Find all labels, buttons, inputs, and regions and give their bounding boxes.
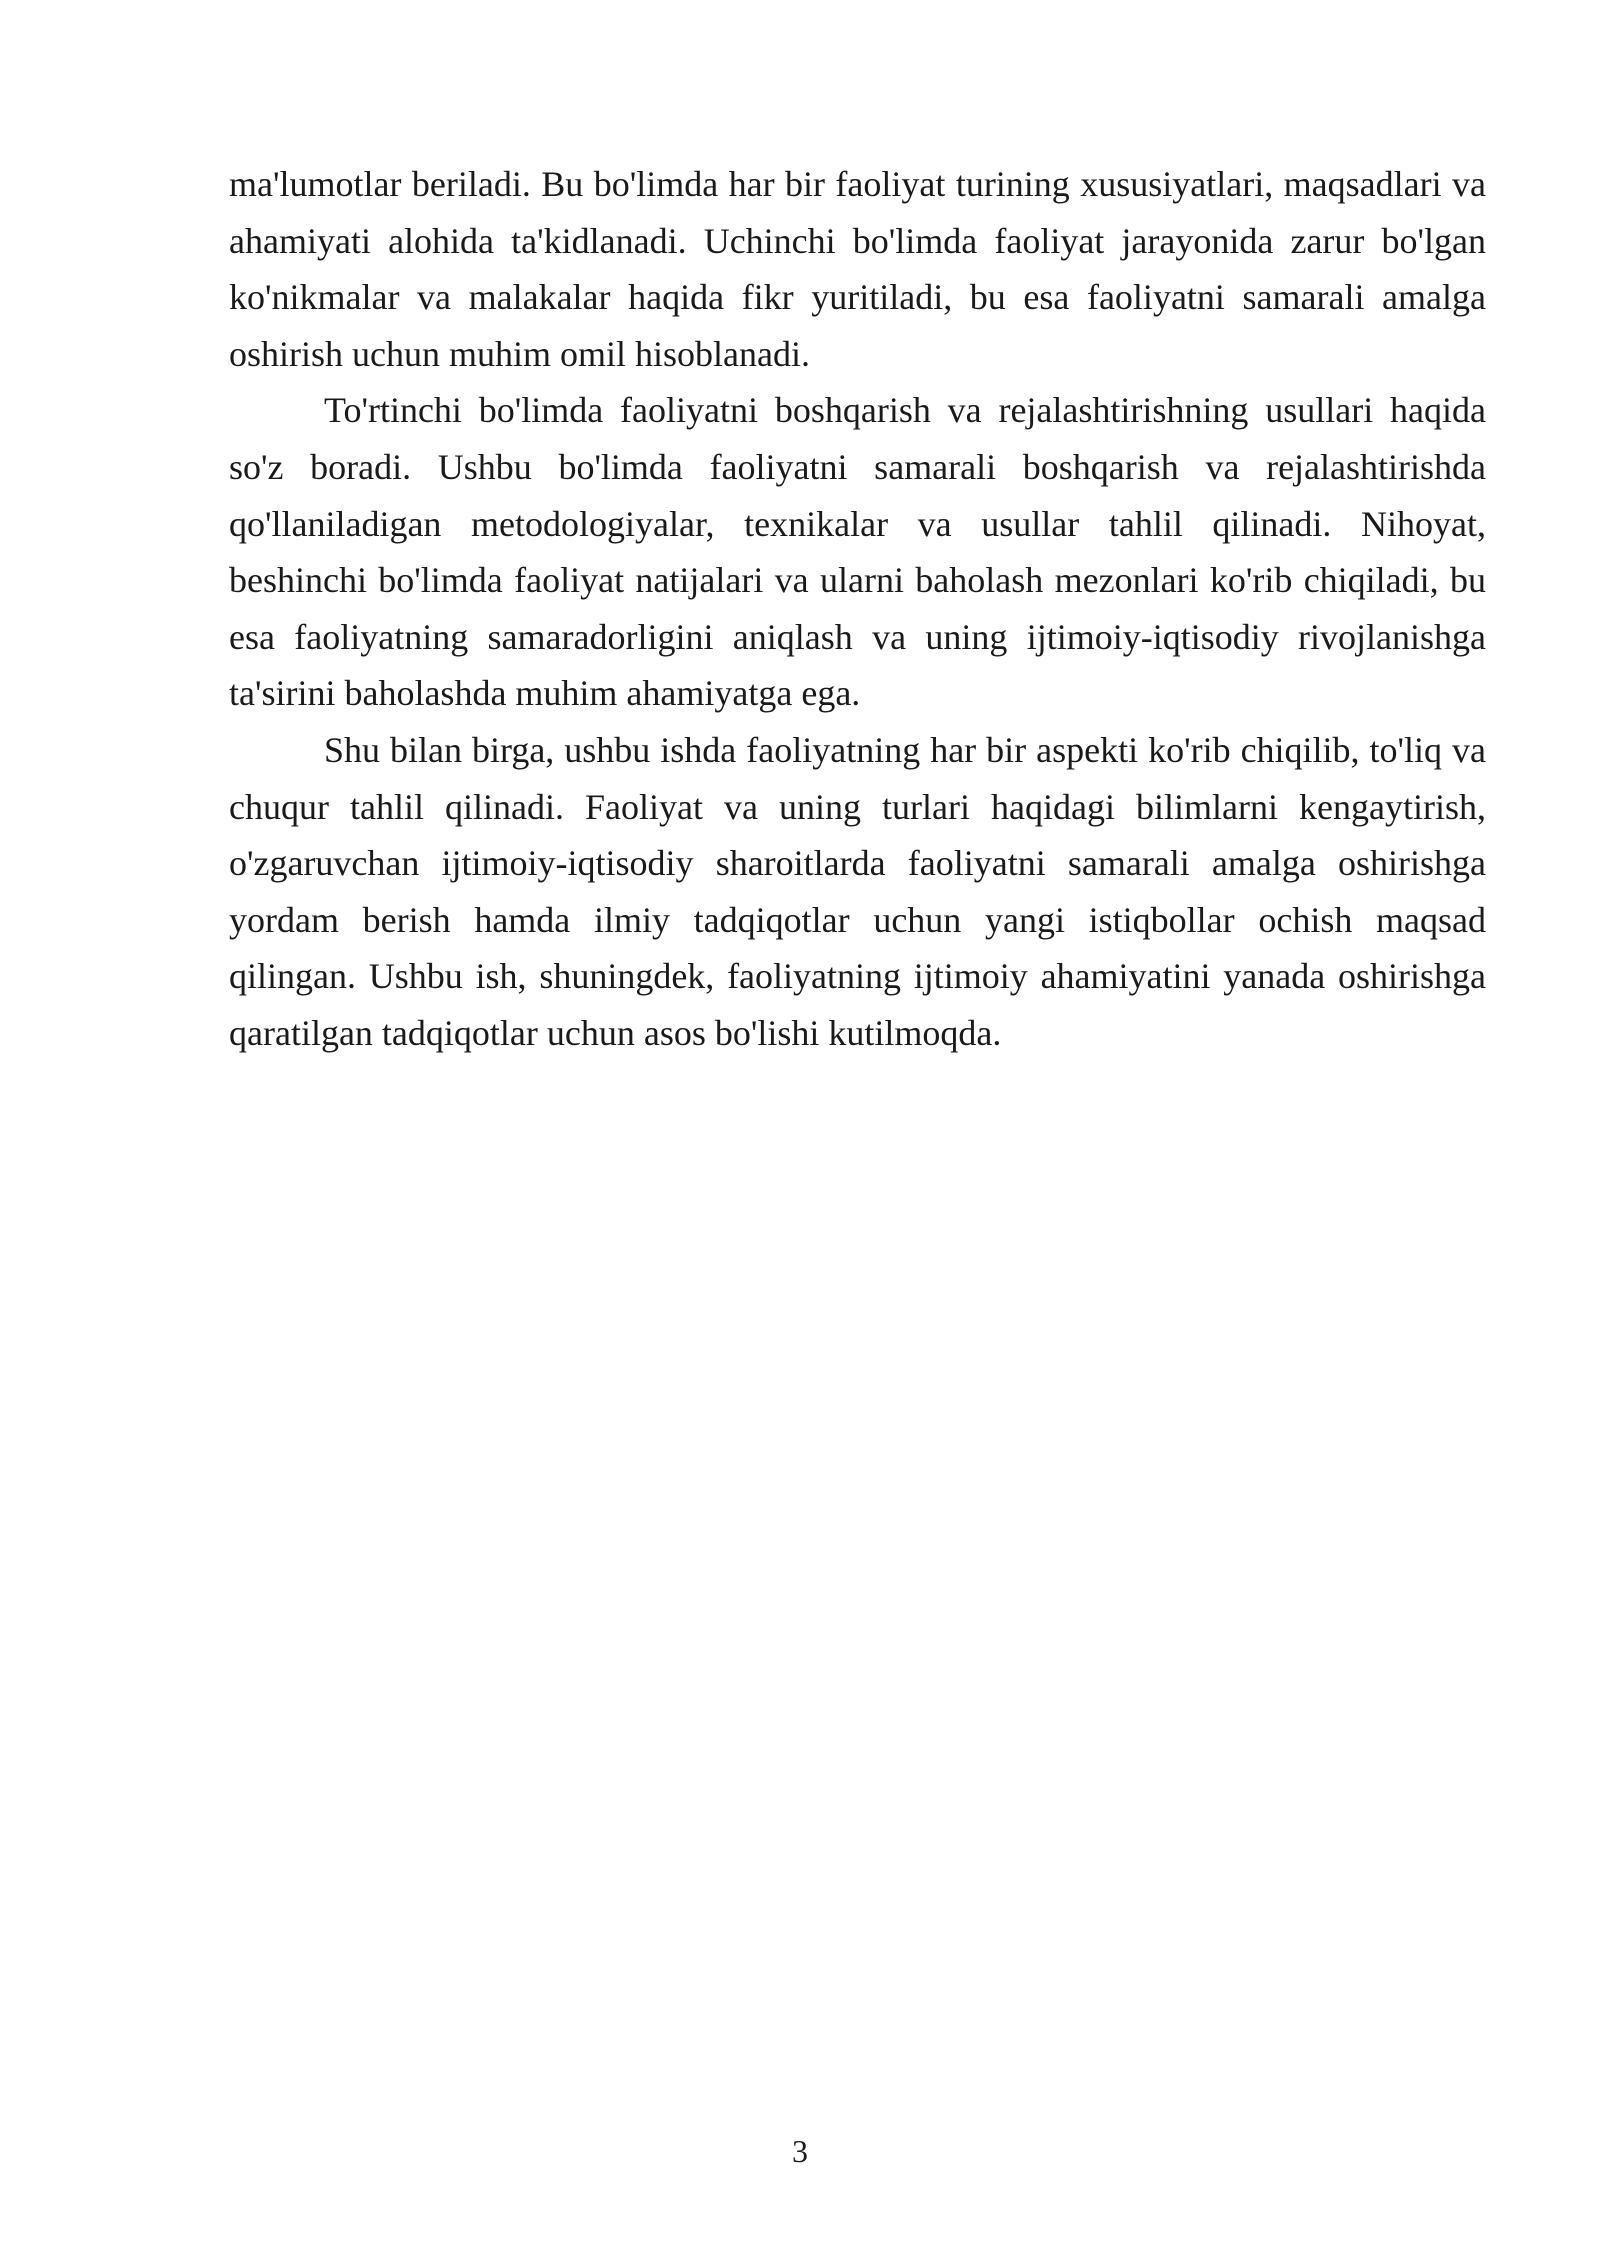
paragraph-1: ma'lumotlar beriladi. Bu bo'limda har bir faoliyat turining xususiyatlari, maqsadlari va ahamiyati alohida ta'kidlanadi. Uchinchi bo'limda faoliyat jarayonida zarur bo'lgan ko'nikmalar va malakalar haqida fikr yuritiladi, bu esa faoliyatni samarali amalga oshirish uchun muhim omil hisoblanadi. xyxy=(229,164,1486,374)
paragraph-3: Shu bilan birga, ushbu ishda faoliyatning har bir aspekti ko'rib chiqilib, to'liq va chuqur tahlil qilinadi. Faoliyat va uning turlari haqidagi bilimlarni kengaytirish, o'zgaruvchan ijtimoiy-iqtisodiy sharoitlarda faoliyatni samarali amalga oshirishga yordam berish hamda ilmiy tadqiqotlar uchun yangi istiqbollar ochish maqsad qilingan. Ushbu ish, shuningdek, faoliyatning ijtimoiy ahamiyatini yanada oshirishga qaratilgan tadqiqotlar uchun asos bo'lishi kutilmoqda. xyxy=(229,729,1486,1053)
paragraph-2: To'rtinchi bo'limda faoliyatni boshqarish va rejalashtirishning usullari haqida so'z boradi. Ushbu bo'limda faoliyatni samarali boshqarish va rejalashtirishda qo'llaniladigan metodologiyalar, texnikalar va usullar tahlil qilinadi. Nihoyat, beshinchi bo'limda faoliyat natijalari va ularni baholash mezonlari ko'rib chiqiladi, bu esa faoliyatning samaradorligini aniqlash va uning ijtimoiy-iqtisodiy rivojlanishga ta'sirini baholashda muhim ahamiyatga ega. xyxy=(229,390,1486,714)
page-number: 3 xyxy=(792,2133,808,2169)
body-text xyxy=(229,156,1486,1062)
